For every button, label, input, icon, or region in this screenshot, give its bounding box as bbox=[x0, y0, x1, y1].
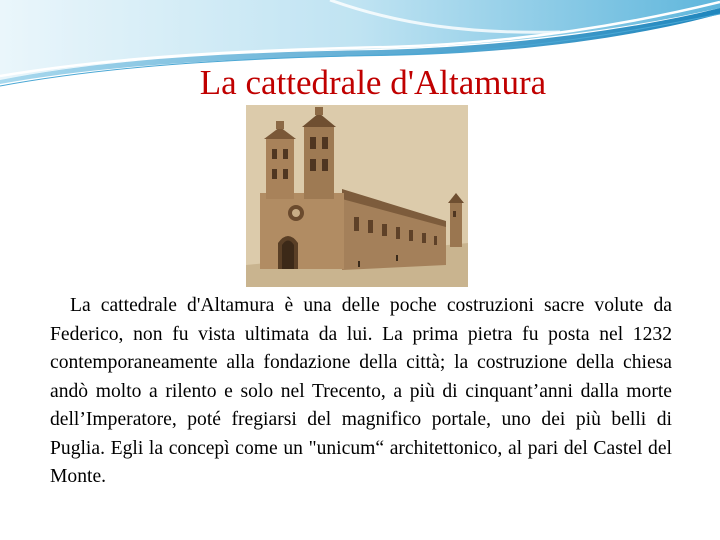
slide-title: La cattedrale d'Altamura bbox=[199, 63, 547, 102]
body-paragraph: La cattedrale d'Altamura è una delle poche costruzioni sacre volute da Federico, non fu vista ultimata da lui. La prima pietra fu posta nel 1232 contemporaneamente alla fondazione della città; la costruzione della chiesa andò molto a rilento e solo nel Trecento, a più di cinquant’anni dalla morte dell’Imperatore, poté fregiarsi del magnifico portale, uno dei più belli di Puglia. Egli la concepì come un "unicum“ architettonico, al pari del Castel del Monte. bbox=[50, 295, 672, 487]
cathedral-photo bbox=[246, 105, 468, 287]
